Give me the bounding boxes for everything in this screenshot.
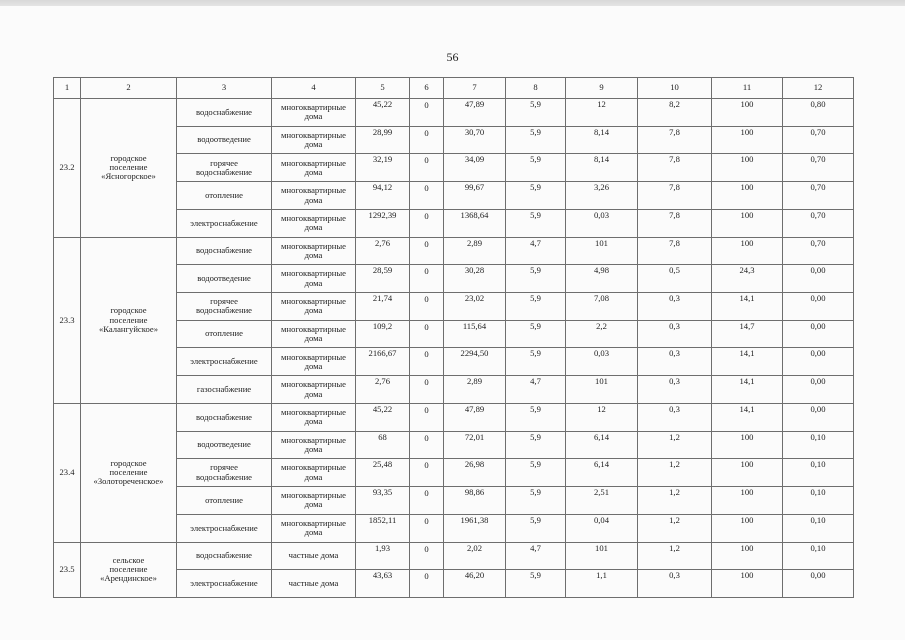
housing-type-line: многоквартирные (281, 434, 346, 445)
value-col-11: 100 (712, 182, 783, 210)
settlement-name-line: поселение (109, 162, 148, 173)
housing-type-line: многоквартирные (281, 102, 346, 113)
value-col-11: 100 (712, 459, 783, 487)
housing-type (272, 403, 356, 431)
settlement-name-line: городское (110, 457, 147, 468)
value-col-8: 5,9 (506, 182, 566, 210)
housing-type (272, 209, 356, 237)
housing-type (272, 459, 356, 487)
value-col-10: 7,8 (638, 182, 712, 210)
value-col-10: 0,5 (638, 265, 712, 293)
value-col-7: 47,89 (444, 99, 506, 127)
value-col-5: 2166,67 (356, 348, 410, 376)
value-col-8: 5,9 (506, 348, 566, 376)
value-col-8: 5,9 (506, 431, 566, 459)
service-type-line: водоснабжение (196, 245, 252, 256)
column-header-2: 2 (81, 78, 177, 99)
service-type (177, 237, 272, 265)
housing-type-line: дома (304, 443, 323, 454)
service-type-line: электроснабжение (190, 522, 258, 533)
housing-type-line: многоквартирные (281, 240, 346, 251)
item-code: 23.5 (54, 542, 81, 597)
value-col-5: 1292,39 (356, 209, 410, 237)
value-col-10: 7,8 (638, 237, 712, 265)
housing-type-line: дома (304, 360, 323, 371)
value-col-5: 68 (356, 431, 410, 459)
housing-type (272, 237, 356, 265)
value-col-6: 0 (410, 293, 444, 321)
settlement-name-line: «Калангуйское» (99, 323, 158, 334)
page-number: 56 (446, 50, 459, 64)
housing-type-line: частные дома (288, 550, 339, 561)
housing-type-line: многоквартирные (281, 379, 346, 390)
housing-type-line: дома (304, 139, 323, 150)
value-col-9: 0,04 (566, 514, 638, 542)
settlement-name-line: «Ясногорское» (101, 171, 156, 182)
housing-type-line: дома (304, 249, 323, 260)
value-col-5: 94,12 (356, 182, 410, 210)
column-header-7: 7 (444, 78, 506, 99)
column-header-10: 10 (638, 78, 712, 99)
value-col-12: 0,00 (783, 570, 854, 598)
value-col-12: 0,10 (783, 487, 854, 515)
value-col-11: 100 (712, 542, 783, 570)
value-col-6: 0 (410, 487, 444, 515)
value-col-11: 14,1 (712, 376, 783, 404)
service-type (177, 99, 272, 127)
service-type-line: отопление (205, 328, 243, 339)
value-col-9: 12 (566, 403, 638, 431)
value-col-10: 0,3 (638, 570, 712, 598)
settlement-name-line: сельское (112, 554, 145, 565)
value-col-12: 0,70 (783, 126, 854, 154)
value-col-9: 0,03 (566, 209, 638, 237)
service-type-line: водоснабжение (196, 471, 252, 482)
housing-type-line: частные дома (288, 577, 339, 588)
value-col-9: 101 (566, 237, 638, 265)
column-header-4: 4 (272, 78, 356, 99)
value-col-6: 0 (410, 154, 444, 182)
value-col-7: 99,67 (444, 182, 506, 210)
value-col-6: 0 (410, 459, 444, 487)
value-col-12: 0,00 (783, 320, 854, 348)
value-col-6: 0 (410, 126, 444, 154)
settlement-name-line: городское (110, 305, 147, 316)
housing-type (272, 126, 356, 154)
value-col-12: 0,00 (783, 376, 854, 404)
value-col-10: 8,2 (638, 99, 712, 127)
value-col-12: 0,10 (783, 459, 854, 487)
value-col-6: 0 (410, 542, 444, 570)
value-col-12: 0,10 (783, 514, 854, 542)
value-col-7: 30,28 (444, 265, 506, 293)
value-col-7: 115,64 (444, 320, 506, 348)
value-col-9: 2,2 (566, 320, 638, 348)
value-col-6: 0 (410, 237, 444, 265)
value-col-9: 101 (566, 376, 638, 404)
value-col-10: 1,2 (638, 459, 712, 487)
value-col-9: 7,08 (566, 293, 638, 321)
column-header-1: 1 (54, 78, 81, 99)
value-col-11: 24,3 (712, 265, 783, 293)
value-col-12: 0,00 (783, 348, 854, 376)
settlement-name-line: поселение (109, 314, 148, 325)
value-col-7: 46,20 (444, 570, 506, 598)
value-col-11: 100 (712, 126, 783, 154)
settlement-name (81, 542, 177, 597)
housing-type-line: многоквартирные (281, 157, 346, 168)
housing-type (272, 487, 356, 515)
value-col-10: 7,8 (638, 126, 712, 154)
value-col-9: 6,14 (566, 431, 638, 459)
housing-type (272, 348, 356, 376)
value-col-6: 0 (410, 209, 444, 237)
value-col-12: 0,00 (783, 293, 854, 321)
service-type (177, 542, 272, 570)
settlement-name-line: городское (110, 152, 147, 163)
settlement-name (81, 403, 177, 542)
value-col-8: 4,7 (506, 376, 566, 404)
service-type-line: водоснабжение (196, 305, 252, 316)
value-col-7: 2,02 (444, 542, 506, 570)
service-type (177, 348, 272, 376)
table-row (54, 237, 854, 265)
value-col-5: 43,63 (356, 570, 410, 598)
value-col-5: 93,35 (356, 487, 410, 515)
value-col-6: 0 (410, 403, 444, 431)
value-col-6: 0 (410, 182, 444, 210)
service-type-line: водоснабжение (196, 166, 252, 177)
housing-type-line: дома (304, 222, 323, 233)
value-col-7: 2294,50 (444, 348, 506, 376)
value-col-6: 0 (410, 376, 444, 404)
service-type (177, 265, 272, 293)
value-col-8: 5,9 (506, 514, 566, 542)
housing-type-line: дома (304, 194, 323, 205)
column-header-6: 6 (410, 78, 444, 99)
housing-type (272, 182, 356, 210)
item-code: 23.2 (54, 99, 81, 238)
value-col-11: 14,1 (712, 348, 783, 376)
housing-type (272, 542, 356, 570)
value-col-10: 1,2 (638, 431, 712, 459)
value-col-8: 4,7 (506, 542, 566, 570)
housing-type-line: многоквартирные (281, 129, 346, 140)
housing-type-line: многоквартирные (281, 268, 346, 279)
service-type (177, 126, 272, 154)
column-header-11: 11 (712, 78, 783, 99)
value-col-7: 26,98 (444, 459, 506, 487)
value-col-8: 5,9 (506, 487, 566, 515)
settlement-name (81, 237, 177, 403)
value-col-12: 0,70 (783, 182, 854, 210)
housing-type-line: многоквартирные (281, 490, 346, 501)
housing-type-line: многоквартирные (281, 517, 346, 528)
table-row (54, 99, 854, 127)
housing-type (272, 293, 356, 321)
settlement-name-line: «Арендинское» (100, 573, 157, 584)
value-col-10: 0,3 (638, 403, 712, 431)
item-code: 23.3 (54, 237, 81, 403)
housing-type-line: дома (304, 527, 323, 538)
housing-type-line: дома (304, 499, 323, 510)
service-type-line: водоснабжение (196, 550, 252, 561)
value-col-8: 5,9 (506, 265, 566, 293)
service-type (177, 459, 272, 487)
housing-type-line: дома (304, 305, 323, 316)
value-col-8: 4,7 (506, 237, 566, 265)
value-col-5: 45,22 (356, 403, 410, 431)
service-type-line: водоснабжение (196, 106, 252, 117)
value-col-7: 30,70 (444, 126, 506, 154)
value-col-9: 8,14 (566, 154, 638, 182)
value-col-11: 100 (712, 431, 783, 459)
settlement-name-line: «Золотореченское» (93, 476, 164, 487)
service-type (177, 403, 272, 431)
value-col-5: 45,22 (356, 99, 410, 127)
value-col-11: 100 (712, 237, 783, 265)
housing-type (272, 320, 356, 348)
value-col-9: 4,98 (566, 265, 638, 293)
housing-type-line: дома (304, 277, 323, 288)
value-col-6: 0 (410, 514, 444, 542)
value-col-8: 5,9 (506, 459, 566, 487)
value-col-6: 0 (410, 265, 444, 293)
service-type (177, 514, 272, 542)
value-col-10: 1,2 (638, 487, 712, 515)
service-type (177, 154, 272, 182)
value-col-7: 1961,38 (444, 514, 506, 542)
value-col-8: 5,9 (506, 570, 566, 598)
service-type-line: горячее (210, 157, 238, 168)
housing-type-line: многоквартирные (281, 351, 346, 362)
service-type-line: электроснабжение (190, 356, 258, 367)
service-type-line: электроснабжение (190, 577, 258, 588)
value-col-10: 7,8 (638, 154, 712, 182)
value-col-11: 100 (712, 514, 783, 542)
value-col-11: 14,1 (712, 403, 783, 431)
value-col-11: 100 (712, 99, 783, 127)
housing-type-line: дома (304, 471, 323, 482)
value-col-11: 100 (712, 570, 783, 598)
service-type (177, 320, 272, 348)
value-col-5: 2,76 (356, 376, 410, 404)
service-type-line: водоотведение (197, 134, 251, 145)
item-code: 23.4 (54, 403, 81, 542)
housing-type (272, 265, 356, 293)
service-type (177, 570, 272, 598)
housing-type-line: дома (304, 333, 323, 344)
value-col-7: 1368,64 (444, 209, 506, 237)
service-type (177, 182, 272, 210)
value-col-9: 12 (566, 99, 638, 127)
housing-type-line: дома (304, 111, 323, 122)
value-col-5: 32,19 (356, 154, 410, 182)
value-col-8: 5,9 (506, 403, 566, 431)
housing-type-line: многоквартирные (281, 212, 346, 223)
value-col-7: 98,86 (444, 487, 506, 515)
service-type-line: горячее (210, 462, 238, 473)
value-col-6: 0 (410, 570, 444, 598)
housing-type (272, 376, 356, 404)
table-row (54, 542, 854, 570)
service-type (177, 376, 272, 404)
value-col-10: 0,3 (638, 320, 712, 348)
housing-type-line: многоквартирные (281, 185, 346, 196)
settlement-name (81, 99, 177, 238)
value-col-6: 0 (410, 320, 444, 348)
column-header-5: 5 (356, 78, 410, 99)
value-col-12: 0,80 (783, 99, 854, 127)
value-col-9: 101 (566, 542, 638, 570)
value-col-5: 2,76 (356, 237, 410, 265)
value-col-11: 100 (712, 154, 783, 182)
value-col-12: 0,10 (783, 542, 854, 570)
service-type-line: водоснабжение (196, 411, 252, 422)
column-header-8: 8 (506, 78, 566, 99)
value-col-5: 28,99 (356, 126, 410, 154)
value-col-12: 0,70 (783, 154, 854, 182)
value-col-12: 0,70 (783, 209, 854, 237)
value-col-7: 2,89 (444, 237, 506, 265)
housing-type (272, 514, 356, 542)
value-col-8: 5,9 (506, 126, 566, 154)
value-col-10: 1,2 (638, 542, 712, 570)
service-type (177, 487, 272, 515)
settlement-name-line: поселение (109, 564, 148, 575)
service-type (177, 431, 272, 459)
housing-type-line: многоквартирные (281, 406, 346, 417)
value-col-11: 14,7 (712, 320, 783, 348)
housing-type (272, 154, 356, 182)
service-type-line: отопление (205, 494, 243, 505)
value-col-8: 5,9 (506, 99, 566, 127)
value-col-9: 1,1 (566, 570, 638, 598)
value-col-8: 5,9 (506, 320, 566, 348)
value-col-5: 109,2 (356, 320, 410, 348)
value-col-12: 0,00 (783, 265, 854, 293)
value-col-10: 0,3 (638, 348, 712, 376)
value-col-11: 14,1 (712, 293, 783, 321)
value-col-6: 0 (410, 431, 444, 459)
value-col-9: 6,14 (566, 459, 638, 487)
value-col-5: 25,48 (356, 459, 410, 487)
value-col-11: 100 (712, 209, 783, 237)
housing-type (272, 431, 356, 459)
value-col-6: 0 (410, 99, 444, 127)
value-col-7: 47,89 (444, 403, 506, 431)
tariff-table (53, 77, 854, 598)
value-col-8: 5,9 (506, 209, 566, 237)
value-col-9: 0,03 (566, 348, 638, 376)
housing-type-line: многоквартирные (281, 323, 346, 334)
column-header-12: 12 (783, 78, 854, 99)
value-col-10: 1,2 (638, 514, 712, 542)
service-type-line: газоснабжение (196, 383, 252, 394)
value-col-8: 5,9 (506, 154, 566, 182)
housing-type-line: дома (304, 416, 323, 427)
value-col-12: 0,00 (783, 403, 854, 431)
column-header-3: 3 (177, 78, 272, 99)
value-col-12: 0,10 (783, 431, 854, 459)
settlement-name-line: поселение (109, 467, 148, 478)
value-col-5: 28,59 (356, 265, 410, 293)
value-col-7: 72,01 (444, 431, 506, 459)
value-col-10: 0,3 (638, 376, 712, 404)
housing-type (272, 570, 356, 598)
value-col-7: 23,02 (444, 293, 506, 321)
value-col-5: 1,93 (356, 542, 410, 570)
housing-type (272, 99, 356, 127)
service-type (177, 293, 272, 321)
value-col-5: 21,74 (356, 293, 410, 321)
service-type-line: отопление (205, 189, 243, 200)
service-type-line: горячее (210, 296, 238, 307)
column-header-9: 9 (566, 78, 638, 99)
value-col-6: 0 (410, 348, 444, 376)
table-row (54, 403, 854, 431)
value-col-9: 8,14 (566, 126, 638, 154)
housing-type-line: дома (304, 388, 323, 399)
value-col-12: 0,70 (783, 237, 854, 265)
service-type (177, 209, 272, 237)
value-col-5: 1852,11 (356, 514, 410, 542)
value-col-7: 34,09 (444, 154, 506, 182)
housing-type-line: дома (304, 166, 323, 177)
value-col-10: 0,3 (638, 293, 712, 321)
value-col-8: 5,9 (506, 293, 566, 321)
value-col-9: 3,26 (566, 182, 638, 210)
value-col-11: 100 (712, 487, 783, 515)
value-col-10: 7,8 (638, 209, 712, 237)
value-col-9: 2,51 (566, 487, 638, 515)
service-type-line: водоотведение (197, 439, 251, 450)
value-col-7: 2,89 (444, 376, 506, 404)
header-row (54, 78, 854, 99)
housing-type-line: многоквартирные (281, 462, 346, 473)
housing-type-line: многоквартирные (281, 296, 346, 307)
service-type-line: водоотведение (197, 273, 251, 284)
service-type-line: электроснабжение (190, 217, 258, 228)
